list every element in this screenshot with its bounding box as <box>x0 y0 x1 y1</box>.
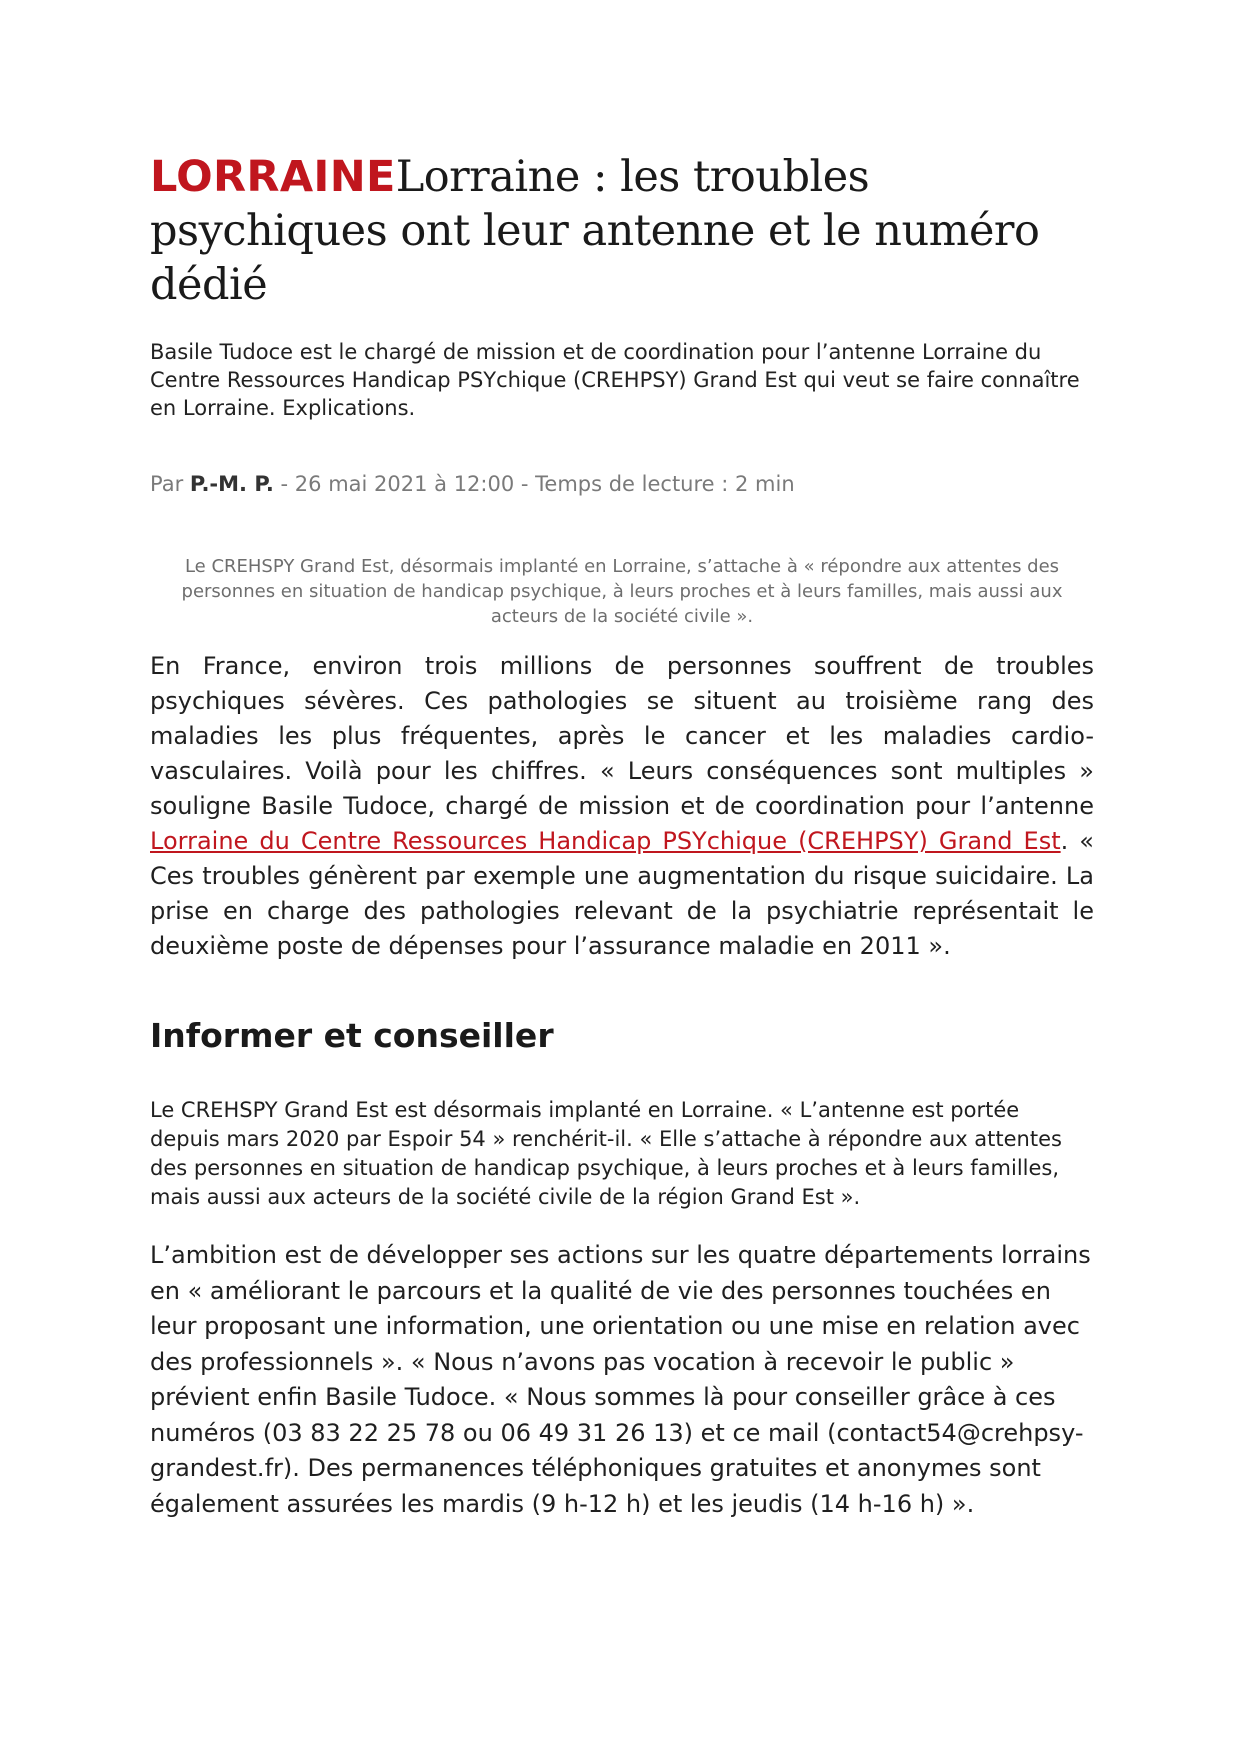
article <box>150 150 1094 1522</box>
intro-paragraph <box>150 649 1094 964</box>
byline-meta: - 26 mai 2021 à 12:00 - Temps de lecture : 2 min <box>280 472 795 496</box>
section-kicker[interactable]: LORRAINE <box>150 152 396 202</box>
article-title: Lorraine : les troubles psychiques ont leur antenne et le numéro dédié <box>150 152 1040 310</box>
article-lead: Basile Tudoce est le chargé de mission et de coordination pour l’antenne Lorraine du Centre Ressources Handicap PSYchique (CREHPSY) Grand Est qui veut se faire connaître en Lorraine. Explications. <box>150 340 1080 420</box>
byline-prefix: Par <box>150 472 184 496</box>
section-heading: Informer et conseiller <box>150 1016 554 1055</box>
byline <box>150 470 1094 498</box>
section-paragraph-1: Le CREHSPY Grand Est est désormais implanté en Lorraine. « L’antenne est portée depuis mars 2020 par Espoir 54 » renchérit-il. « Elle s’attache à répondre aux attentes des personnes en situation de handicap psychique, à leurs proches et à leurs familles, mais aussi aux acteurs de la société civile de la région Grand Est ». <box>150 1098 1062 1209</box>
photo-caption: Le CREHSPY Grand Est, désormais implanté en Lorraine, s’attache à « répondre aux attentes des personnes en situation de handicap psychique, à leurs proches et à leurs familles, mais aussi aux acteurs de la société civile ». <box>181 556 1063 627</box>
byline-author[interactable]: P.-M. P. <box>189 472 274 496</box>
intro-text-before-link: En France, environ trois millions de personnes souffrent de troubles psychiques sévères. Ces pathologies se situent au troisième rang des maladies les plus fréquentes, après le cancer et les maladies cardio-vasculaires. Voilà pour les chiffres. « Leurs conséquences sont multiples » souligne Basile Tudoce, chargé de mission et de coordination pour l’antenne <box>150 652 1094 820</box>
article-headline <box>150 150 1094 312</box>
intro-text-after-link: . « Ces troubles génèrent par exemple une augmentation du risque suicidaire. La prise en charge des pathologies relevant de la psychiatrie représentait le deuxième poste de dépenses pour l’assurance maladie en 2011 ». <box>150 827 1094 960</box>
section-paragraph-2: L’ambition est de développer ses actions sur les quatre départements lorrains en « améliorant le parcours et la qualité de vie des personnes touchées en leur proposant une information, une orientation ou une mise en relation avec des professionnels ». « Nous n’avons pas vocation à recevoir le public » prévient enfin Basile Tudoce. « Nous sommes là pour conseiller grâce à ces numéros (03 83 22 25 78 ou 06 49 31 26 13) et ce mail (contact54@crehpsy-grandest.fr). Des permanences téléphoniques gratuites et anonymes sont également assurées les mardis (9 h-12 h) et les jeudis (14 h-16 h) ». <box>150 1241 1091 1518</box>
crehpsy-link[interactable]: Lorraine du Centre Ressources Handicap PSYchique (CREHPSY) Grand Est <box>150 827 1061 855</box>
